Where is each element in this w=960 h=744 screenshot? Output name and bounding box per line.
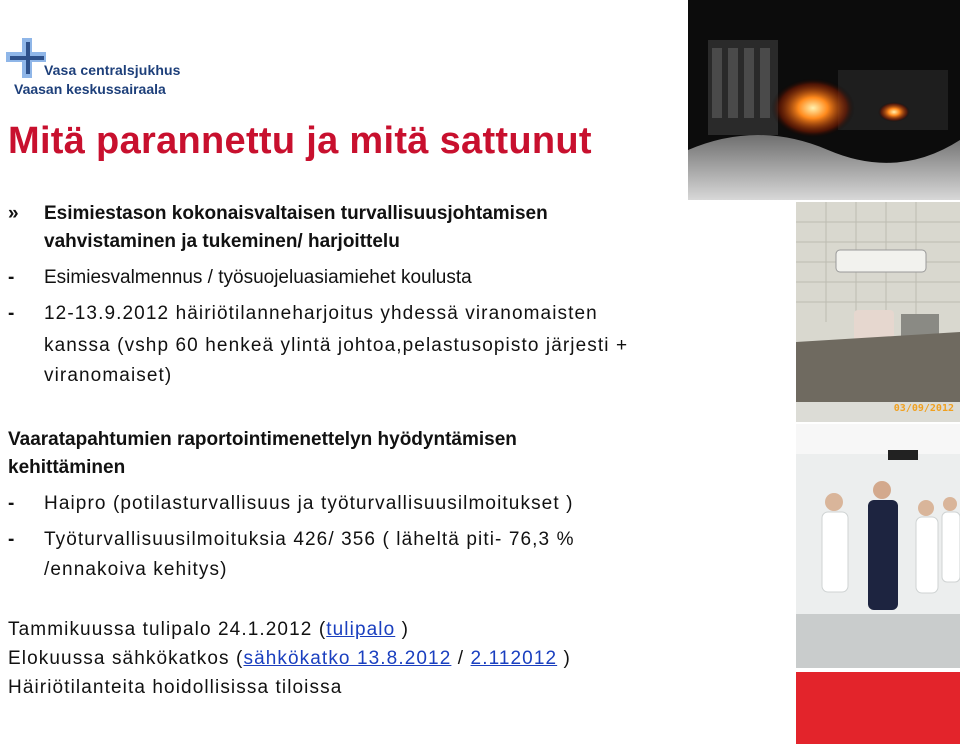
incident-fire-text: Tammikuussa tulipalo 24.1.2012 ( xyxy=(8,619,327,640)
blackout-link-aug[interactable]: sähkökatko 13.8.2012 xyxy=(243,648,452,669)
photo-column xyxy=(688,0,960,744)
list-item-training: Esimiesvalmennus / työsuojeluasiamiehet koulusta xyxy=(44,267,472,288)
list-item-exercise-line3: viranomaiset) xyxy=(44,365,173,386)
list-item-reports-line2: /ennakoiva kehitys) xyxy=(44,559,228,580)
incident-fire-suffix: ) xyxy=(395,619,410,640)
list-item-exercise-line2: kanssa (vshp 60 henkeä ylintä johtoa,pelastusopisto järjesti + xyxy=(44,335,629,356)
incident-blackout-text: Elokuussa sähkökatkos ( xyxy=(8,648,244,669)
cross-logo-icon xyxy=(6,38,46,78)
list-item-exercise-line1: 12-13.9.2012 häiriötilanneharjoitus yhdessä viranomaisten xyxy=(44,303,598,324)
accent-red-bar xyxy=(796,672,960,744)
section1-heading-line1: Esimiestason kokonaisvaltaisen turvallisuusjohtamisen xyxy=(44,203,548,224)
incident-blackout-suffix: ) xyxy=(557,648,571,669)
fire-scene-image xyxy=(688,0,960,200)
logo-text-swedish: Vasa centralsjukhus xyxy=(44,62,181,78)
room-scene-image xyxy=(796,202,960,402)
section2-heading-line1: Vaaratapahtumien raportointimenettelyn hyödyntämisen xyxy=(8,429,517,450)
damaged-room-photo xyxy=(796,202,960,422)
hospital-logo xyxy=(6,36,196,98)
link-separator: / xyxy=(451,648,471,669)
hallway-scene-image xyxy=(796,424,960,668)
section2-heading-line2: kehittäminen xyxy=(8,457,126,478)
photo-date-stamp: 03/09/2012 xyxy=(893,403,954,414)
incident-fire-line xyxy=(8,616,409,644)
dash-marker: - xyxy=(8,529,15,550)
hospital-hallway-photo xyxy=(796,424,960,668)
section1-heading-line2: vahvistaminen ja tukeminen/ harjoittelu xyxy=(44,231,400,252)
bullet-marker-chevron: » xyxy=(8,203,19,224)
blackout-link-nov[interactable]: 2.112012 xyxy=(470,648,558,669)
incident-care-line: Häiriötilanteita hoidollisissa tiloissa xyxy=(8,677,343,698)
dash-marker: - xyxy=(8,267,15,288)
dash-marker: - xyxy=(8,493,15,514)
fire-photo xyxy=(688,0,960,200)
dash-marker: - xyxy=(8,303,15,324)
fire-link[interactable]: tulipalo xyxy=(326,619,396,640)
page-title: Mitä parannettu ja mitä sattunut xyxy=(8,120,592,162)
logo-text-finnish: Vaasan keskussairaala xyxy=(14,81,166,97)
list-item-reports-line1: Työturvallisuusilmoituksia 426/ 356 ( läheltä piti- 76,3 % xyxy=(44,529,575,550)
list-item-haipro: Haipro (potilasturvallisuus ja työturvallisuusilmoitukset ) xyxy=(44,493,574,514)
incident-blackout-line xyxy=(8,645,571,673)
